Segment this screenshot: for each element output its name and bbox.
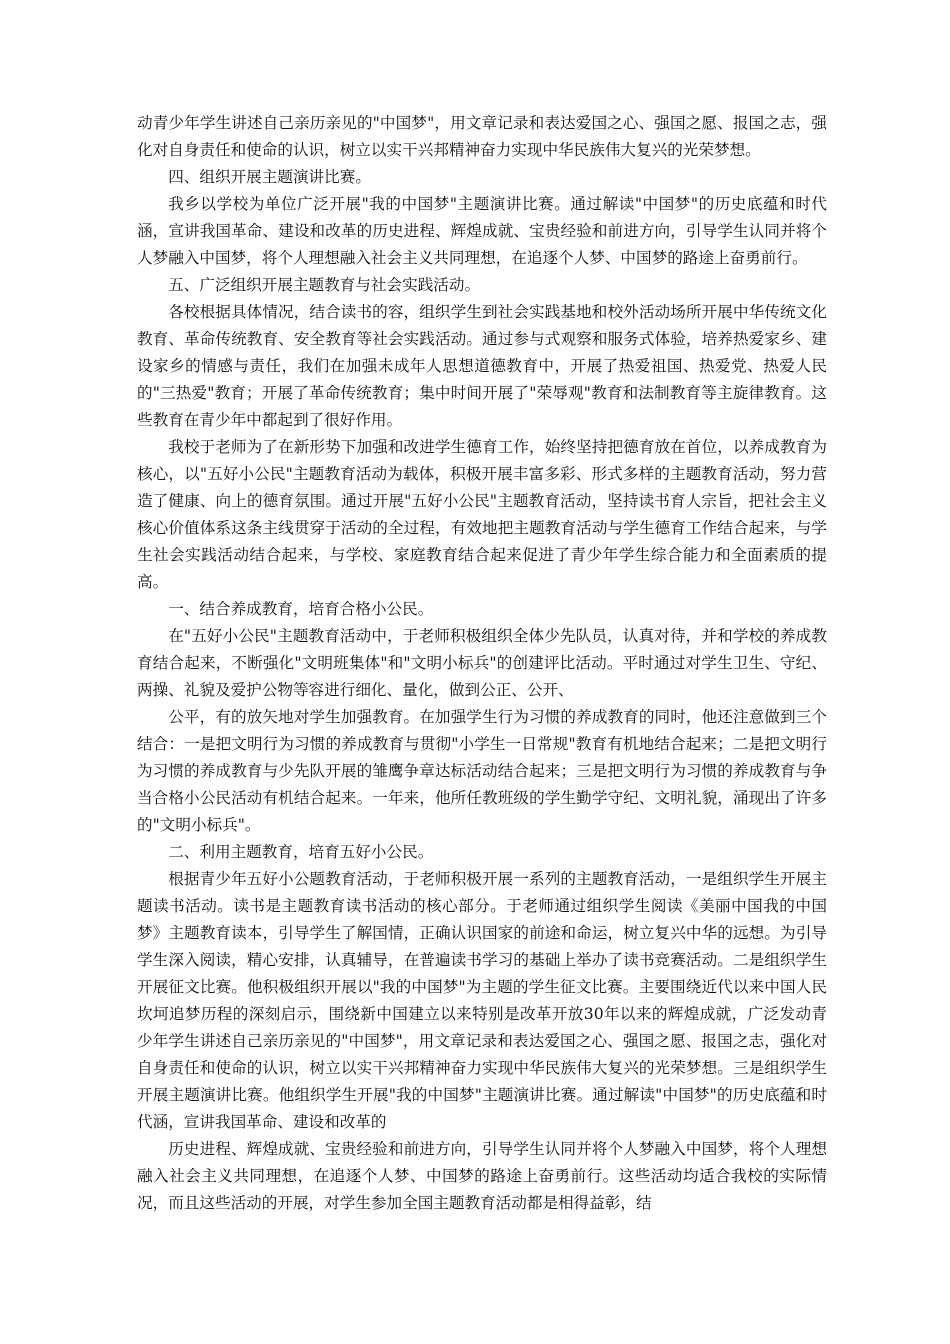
paragraph: 我乡以学校为单位广泛开展"我的中国梦"主题演讲比赛。通过解读"中国梦"的历史底蕴和时代涵，宣讲我国革命、建设和改革的历史进程、辉煌成就、宝贵经验和前进方向，引导学生认同并将个人梦融入中国梦，将个人理想融入社会主义共同理想，在追逐个人梦、中国梦的路途上奋勇前行。 — [137, 195, 827, 267]
paragraph: 动青少年学生讲述自己亲历亲见的"中国梦"，用文章记录和表达爱国之心、强国之愿、报国之志，强化对自身责任和使命的认识，树立以实干兴邦精神奋力实现中华民族伟大复兴的光荣梦想。 — [137, 114, 827, 159]
paragraph: 公平，有的放矢地对学生加强教育。在加强学生行为习惯的养成教育的同时，他还注意做到三个结合：一是把文明行为习惯的养成教育与贯彻"小学生一日常规"教育有机地结合起来；二是把文明行为习惯的养成教育与少先队开展的雏鹰争章达标活动结合起来；三是把文明行为习惯的养成教育与争当合格小公民活动有机结合起来。一年来，他所任教班级的学生勤学守纪、文明礼貌，涌现出了许多的"文明小标兵"。 — [137, 708, 827, 834]
paragraph: 在"五好小公民"主题教育活动中，于老师积极组织全体少先队员，认真对待，并和学校的养成教育结合起来，不断强化"文明班集体"和"文明小标兵"的创建评比活动。平时通过对学生卫生、守纪、两操、礼貌及爱护公物等容进行细化、量化，做到公正、公开、 — [137, 627, 827, 699]
paragraph: 根据青少年五好小公题教育活动，于老师积极开展一系列的主题教育活动，一是组织学生开展主题读书活动。读书是主题教育读书活动的核心部分。于老师通过组织学生阅读《美丽中国我的中国梦》主题教育读本，引导学生了解国情，正确认识国家的前途和命运，树立复兴中华的远想。为引导学生深入阅读，精心安排，认真辅导，在普遍读书学习的基础上举办了读书竞赛活动。二是组织学生开展征文比赛。他积极组织开展以"我的中国梦"为主题的学生征文比赛。主要围绕近代以来中国人民坎坷追梦历程的深刻启示，围绕新中国建立以来特别是改革开放30年以来的辉煌成就，广泛发动青少年学生讲述自己亲历亲见的"中国梦"，用文章记录和表达爱国之心、强国之愿、报国之志，强化对自身责任和使命的认识，树立以实干兴邦精神奋力实现中华民族伟大复兴的光荣梦想。三是组织学生开展主题演讲比赛。他组织学生开展"我的中国梦"主题演讲比赛。通过解读"中国梦"的历史底蕴和时代涵，宣讲我国革命、建设和改革的 — [137, 870, 827, 1131]
section-heading: 五、广泛组织开展主题教育与社会实践活动。 — [168, 276, 481, 294]
paragraph: 我校于老师为了在新形势下加强和改进学生德育工作，始终坚持把德育放在首位，以养成教育为核心，以"五好小公民"主题教育活动为载体，积极开展丰富多彩、形式多样的主题教育活动，努力营造了健康、向上的德育氛围。通过开展"五好小公民"主题教育活动，坚持读书育人宗旨，把社会主义核心价值体系这条主线贯穿于活动的全过程，有效地把主题教育活动与学生德育工作结合起来，与学生社会实践活动结合起来，与学校、家庭教育结合起来促进了青少年学生综合能力和全面素质的提高。 — [137, 438, 827, 591]
section-heading: 二、利用主题教育，培育五好小公民。 — [168, 843, 434, 861]
document-page — [137, 110, 827, 1217]
section-heading: 一、结合养成教育，培育合格小公民。 — [168, 600, 434, 618]
paragraph: 历史进程、辉煌成就、宝贵经验和前进方向，引导学生认同并将个人梦融入中国梦，将个人理想融入社会主义共同理想，在追逐个人梦、中国梦的路途上奋勇前行。这些活动均适合我校的实际情况，而且这些活动的开展，对学生参加全国主题教育活动都是相得益彰，结 — [137, 1140, 827, 1212]
section-heading: 四、组织开展主题演讲比赛。 — [168, 168, 371, 186]
paragraph: 各校根据具体情况，结合读书的容，组织学生到社会实践基地和校外活动场所开展中华传统文化教育、革命传统教育、安全教育等社会实践活动。通过参与式观察和服务式体验，培养热爱家乡、建设家乡的情感与责任，我们在加强未成年人思想道德教育中，开展了热爱祖国、热爱党、热爱人民的"三热爱"教育；开展了革命传统教育；集中时间开展了"荣辱观"教育和法制教育等主旋律教育。这些教育在青少年中都起到了很好作用。 — [137, 303, 827, 429]
